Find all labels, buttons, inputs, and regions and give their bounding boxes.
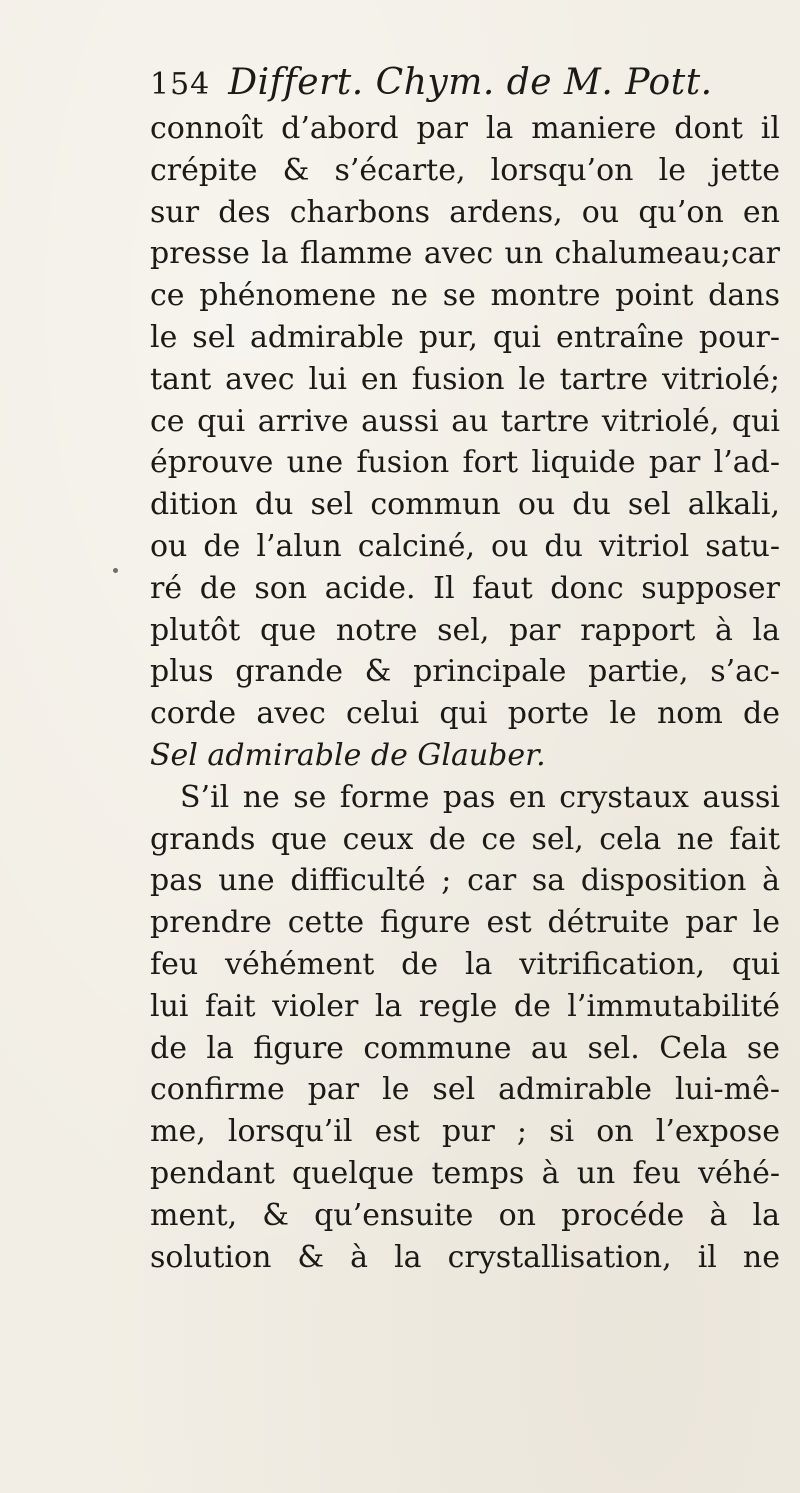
text-line: pas une difficulté ; car sa disposition à <box>150 863 780 899</box>
margin-dot <box>113 568 118 573</box>
text-line: connoît d’abord par la maniere dont il <box>150 111 780 146</box>
text-line: solution & à la crystallisation, il ne <box>150 1239 780 1275</box>
text-line: pendant quelque temps à un feu véhé- <box>150 1155 780 1191</box>
text-line: plus grande & principale partie, s’ac- <box>150 654 780 690</box>
running-title: Differt. Chym. de M. Pott. <box>228 62 713 103</box>
text-line: plutôt que notre sel, par rapport à la <box>150 612 780 648</box>
text-line: me, lorsqu’il est pur ; si on l’expose <box>150 1114 780 1150</box>
page-number: 154 <box>150 67 211 102</box>
text-line: dition du sel commun ou du sel alkali, <box>150 487 780 523</box>
text-line-italic: Sel admirable de Glauber. <box>150 737 546 773</box>
text-line: ce phénomene ne se montre point dans <box>150 278 780 314</box>
page-header <box>150 62 713 110</box>
text-line: prendre cette figure est détruite par le <box>150 905 780 941</box>
text-line: sur des charbons ardens, ou qu’on en <box>150 194 780 230</box>
text-line: lui fait violer la regle de l’immutabilité <box>150 988 780 1024</box>
text-line: tant avec lui en fusion le tartre vitriolé; <box>150 361 780 397</box>
text-line: crépite & s’écarte, lorsqu’on le jette <box>150 152 780 188</box>
text-line: grands que ceux de ce sel, cela ne fait <box>150 821 780 857</box>
paragraph-start-line: S’il ne se forme pas en crystaux aussi <box>180 779 780 815</box>
text-line: de la figure commune au sel. Cela se <box>150 1030 780 1066</box>
text-line: presse la flamme avec un chalumeau;car <box>150 236 780 272</box>
text-line: ce qui arrive aussi au tartre vitriolé, qui <box>150 403 780 439</box>
body-text <box>150 108 780 1278</box>
text-line: éprouve une fusion fort liquide par l’ad- <box>150 445 780 481</box>
text-line: feu véhément de la vitrification, qui <box>150 946 780 982</box>
text-line: le sel admirable pur, qui entraîne pour- <box>150 319 780 355</box>
text-line: ment, & qu’ensuite on procéde à la <box>150 1197 780 1233</box>
text-line: ou de l’alun calciné, ou du vitriol satu- <box>150 528 780 564</box>
text-line: confirme par le sel admirable lui-mê- <box>150 1072 780 1108</box>
text-line: ré de son acide. Il faut donc supposer <box>150 570 780 606</box>
text-line: corde avec celui qui porte le nom de <box>150 696 780 732</box>
